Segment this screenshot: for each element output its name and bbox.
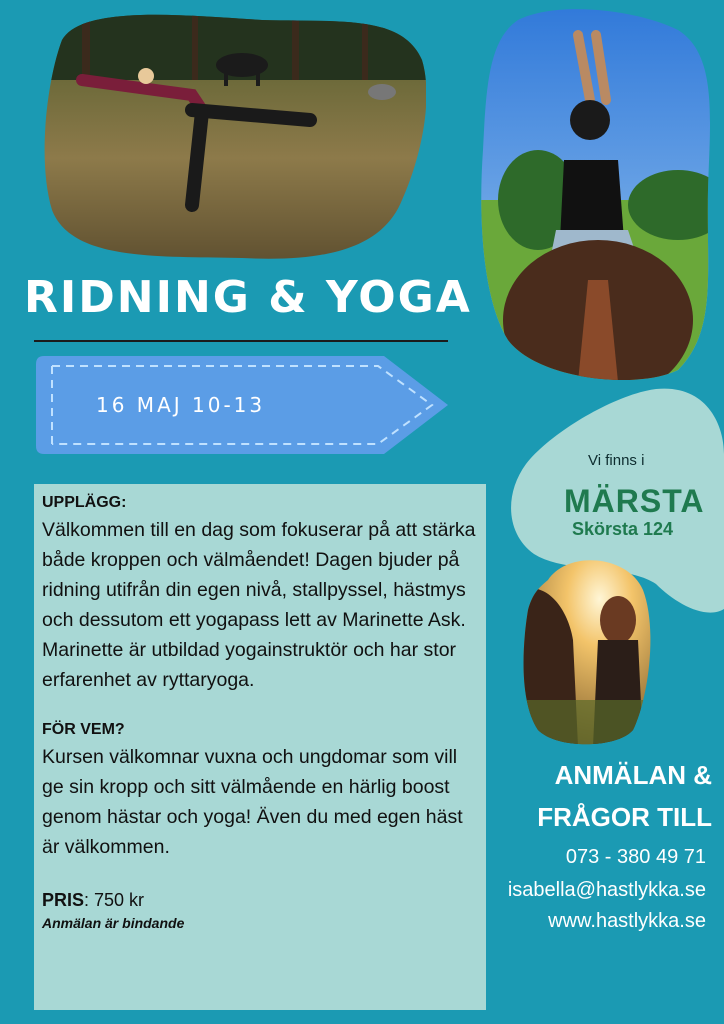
title-divider xyxy=(34,340,448,342)
price-label: PRIS xyxy=(42,890,85,910)
for-vem-heading: FÖR VEM? xyxy=(42,721,125,738)
contact-email[interactable]: isabella@hastlykka.se xyxy=(507,879,706,901)
woman-with-horse-sunset-photo xyxy=(518,550,654,746)
rider-arms-raised-photo xyxy=(478,0,724,382)
upplagg-heading: UPPLÄGG: xyxy=(42,494,127,511)
contact-heading-line2: FRÅGOR TILL xyxy=(537,802,712,832)
event-date: 16 MAJ 10-13 xyxy=(96,393,266,417)
price-value: : 750 kr xyxy=(84,890,145,910)
contact-heading xyxy=(512,754,712,838)
info-box xyxy=(34,484,486,1010)
upplagg-text: Välkommen till en dag som fokuserar på att stärka både kroppen och välmåendet! Dagen bjuder på ridning utifrån din egen nivå, stallpyssel, hästmys och dessutom ett yogapass lett av Marinette Ask. Marinette är utbildad yogainstruktör och har stor erfarenhet av ryttaryoga. xyxy=(42,519,476,691)
for-vem-text: Kursen välkomnar vuxna och ungdomar som vill ge sin kropp och sitt välmående en härlig boost genom hästar och yoga! Även du med egen häst är välkommen. xyxy=(42,746,463,858)
location-intro: Vi finns i xyxy=(588,452,645,469)
location-city: MÄRSTA xyxy=(564,483,705,519)
contact-phone[interactable]: 073 - 380 49 71 xyxy=(565,846,706,868)
contact-heading-line1: ANMÄLAN & xyxy=(554,760,712,790)
price xyxy=(42,890,478,911)
location-street: Skörsta 124 xyxy=(572,519,674,539)
page-title: RIDNING & YOGA xyxy=(24,272,472,323)
binding-note: Anmälan är bindande xyxy=(42,915,185,931)
contact-website[interactable]: www.hastlykka.se xyxy=(548,910,706,932)
yoga-pose-with-horse-photo xyxy=(42,0,426,264)
